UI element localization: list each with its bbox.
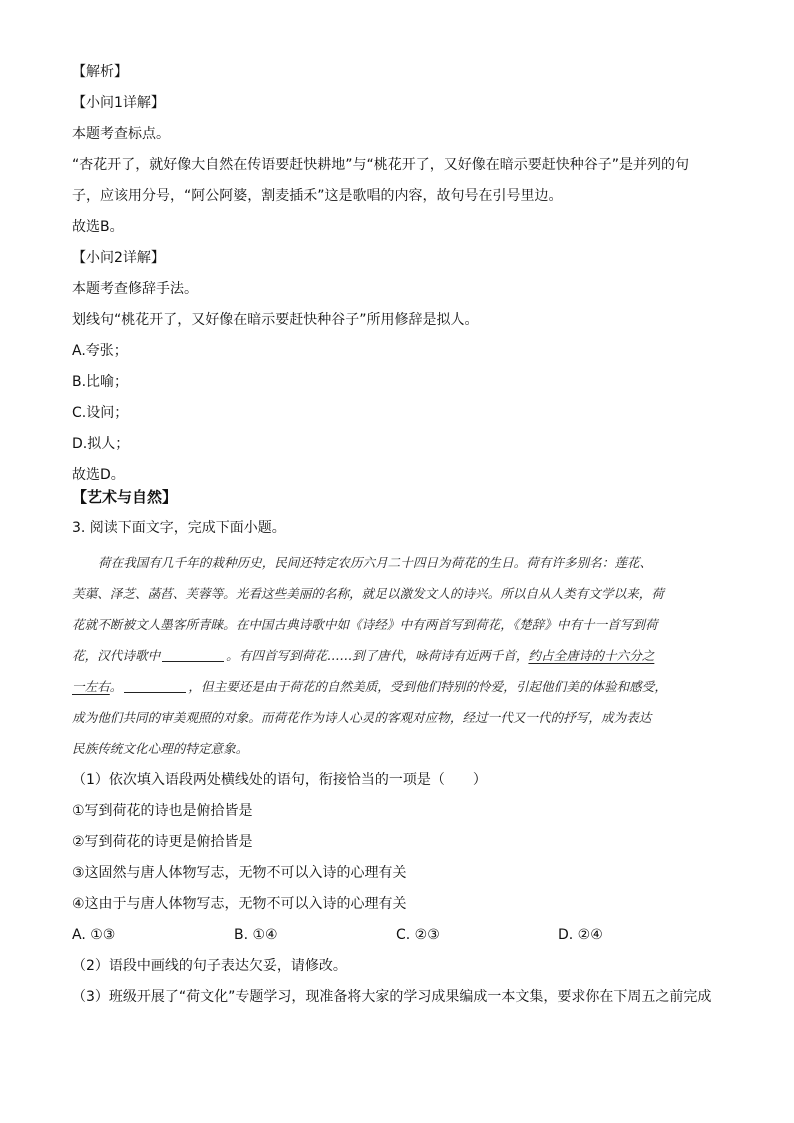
q1-explanation-line1: “杏花开了，就好像大自然在传语要赶快耕地”与“桃花开了，又好像在暗示要赶快种谷子”是并列的句 xyxy=(72,157,690,173)
choice-b: B. ①④ xyxy=(234,927,278,943)
passage-text: 。 xyxy=(109,679,123,694)
q1-answer: 故选B。 xyxy=(72,219,124,235)
underlined-sentence: 约占全唐诗的十六分之 xyxy=(528,648,655,663)
statement-3: ③这固然与唐人体物写志，无物不可以入诗的心理有关 xyxy=(72,865,407,881)
q2-option-d: D.拟人； xyxy=(72,436,130,452)
q1-intro: 本题考查标点。 xyxy=(72,126,170,142)
passage-text: 。有四首写到荷花……到了唐代，咏荷诗有近两千首， xyxy=(226,648,529,663)
passage-line-1: 荷在我国有几千年的栽种历史，民间还特定农历六月二十四日为荷花的生日。荷有许多别名：莲花、 xyxy=(98,555,653,570)
passage-line-6: 成为他们共同的审美观照的对象。而荷花作为诗人心灵的客观对应物，经过一代又一代的抒写，成为表达 xyxy=(72,710,652,725)
question-3-prompt: 3. 阅读下面文字，完成下面小题。 xyxy=(72,520,286,536)
passage-line-3: 花就不断被文人墨客所青睐。在中国古典诗歌中如《诗经》中有两首写到荷花，《楚辞》中有十一首写到荷 xyxy=(72,617,658,632)
q1-explanation-line2: 子，应该用分号，“阿公阿婆，割麦插禾”这是歌唱的内容，故句号在引号里边。 xyxy=(72,188,563,204)
q2-option-b: B.比喻； xyxy=(72,374,129,390)
analysis-header: 【解析】 xyxy=(72,64,128,80)
q2-detail-header: 【小问2详解】 xyxy=(72,250,165,266)
q2-option-a: A.夸张； xyxy=(72,343,128,359)
choice-a: A. ①③ xyxy=(72,927,116,943)
passage-line-5 xyxy=(72,677,732,708)
underlined-sentence: 一左右 xyxy=(72,679,110,694)
passage-line-2: 芙蕖、泽芝、菡萏、芙蓉等。光看这些美丽的名称，就足以激发文人的诗兴。所以自从人类有文学以来，荷 xyxy=(72,586,664,601)
q2-answer: 故选D。 xyxy=(72,467,125,483)
passage-text: 花，汉代诗歌中 xyxy=(72,648,161,663)
statement-4: ④这由于与唐人体物写志，无物不可以入诗的心理有关 xyxy=(72,896,407,912)
q2-option-c: C.设问； xyxy=(72,405,129,421)
q1-detail-header: 【小问1详解】 xyxy=(72,95,165,111)
answer-choices xyxy=(72,925,732,956)
section-title: 【艺术与自然】 xyxy=(72,488,178,506)
q2-intro: 本题考查修辞手法。 xyxy=(72,281,198,297)
fill-blank-2 xyxy=(124,678,186,693)
choice-d: D. ②④ xyxy=(558,927,603,943)
passage-text: ，但主要还是由于荷花的自然美质，受到他们特别的怜爱，引起他们美的体验和感受， xyxy=(188,679,667,694)
passage-line-7: 民族传统文化心理的特定意象。 xyxy=(72,741,249,756)
passage-line-4 xyxy=(72,646,732,677)
sub-question-2: （2）语段中画线的句子表达欠妥，请修改。 xyxy=(72,958,347,974)
choice-c: C. ②③ xyxy=(396,927,440,943)
reading-passage xyxy=(72,553,732,770)
statement-1: ①写到荷花的诗也是俯拾皆是 xyxy=(72,803,253,819)
sub-question-1: （1）依次填入语段两处横线处的语句，衔接恰当的一项是（ ） xyxy=(72,772,487,788)
statement-2: ②写到荷花的诗更是俯拾皆是 xyxy=(72,834,253,850)
document-page xyxy=(72,62,732,1018)
sub-question-3: （3）班级开展了“荷文化”专题学习，现准备将大家的学习成果编成一本文集，要求你在下周五之前完成 xyxy=(72,989,712,1005)
fill-blank-1 xyxy=(162,647,224,662)
q2-explanation: 划线句“桃花开了，又好像在暗示要赶快种谷子”所用修辞是拟人。 xyxy=(72,312,479,328)
